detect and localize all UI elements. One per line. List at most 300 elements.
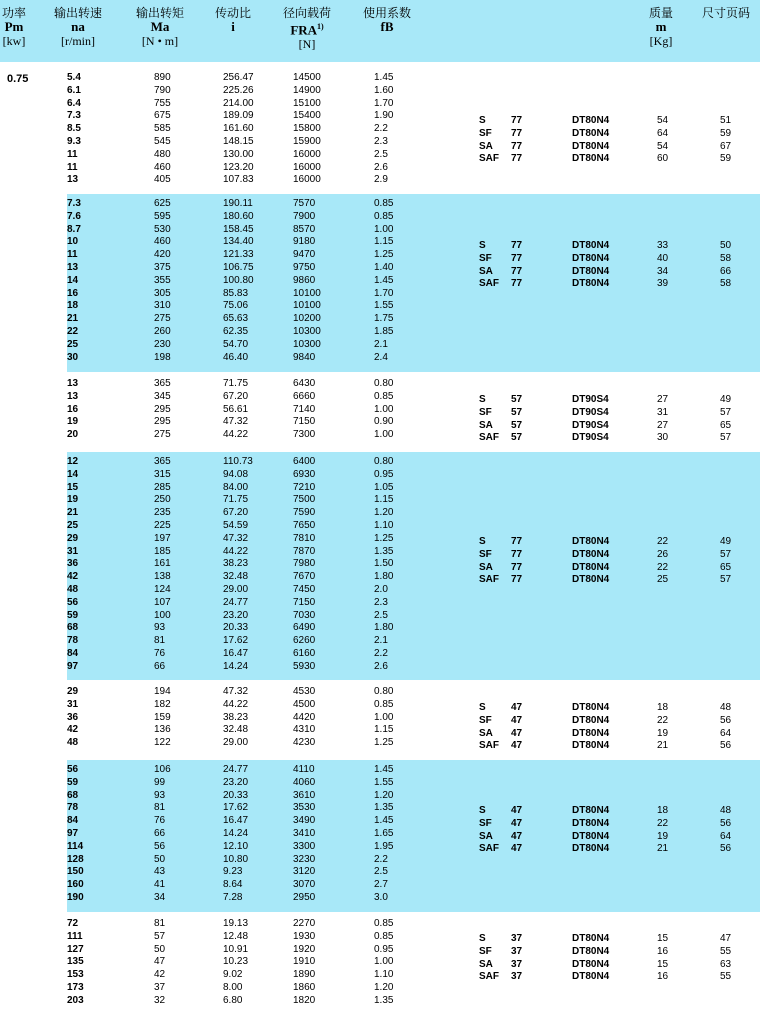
motor-cell: DT80N4 [572,714,610,726]
model-size-cell: 57 [511,419,523,431]
service-factor-cell: 2.2 [374,123,388,135]
radial-load-cell: 7150 [293,596,316,608]
model-type-cell: SA [479,140,493,152]
ratio-cell: 24.77 [223,764,249,775]
motor-cell: DT80N4 [572,265,610,277]
header-speed-label: 输出转速 [54,6,103,20]
service-factor-cell: 1.95 [374,840,394,852]
service-factor-cell: 1.35 [374,802,394,814]
header-power [2,6,26,48]
torque-cell: 43 [154,866,166,878]
ratio-cell: 23.20 [223,776,249,788]
dimension-page-cell: 56 [720,714,732,726]
dimension-page-cell: 56 [720,817,732,829]
service-factor-cell: 0.80 [374,456,394,467]
ratio-cell: 71.75 [223,378,249,389]
torque-cell: 295 [154,403,171,415]
speed-cell: 12 [67,456,79,467]
speed-cell: 13 [67,174,79,186]
dimension-page-cell: 66 [720,265,732,277]
torque-cell: 460 [154,161,171,173]
torque-cell: 185 [154,545,171,557]
torque-cell: 159 [154,711,171,723]
model-type-cell: SF [479,548,492,560]
table-header [0,0,760,62]
radial-load-cell: 7670 [293,571,316,583]
radial-load-cell: 1890 [293,969,316,981]
dimension-page-cell: 57 [720,406,732,418]
header-service-factor-label: 使用系数 [363,6,412,20]
model-size-cell: 47 [511,740,523,752]
model-size-cell: 77 [511,536,523,547]
dimension-page-cell: 56 [720,843,732,855]
torque-cell: 76 [154,815,166,827]
dimension-page-cell: 59 [720,127,732,139]
ratio-cell: 44.22 [223,698,249,710]
mass-cell: 22 [657,561,669,573]
motor-cell: DT80N4 [572,561,610,573]
speed-cell: 111 [67,930,83,942]
radial-load-cell: 7900 [293,210,316,222]
motor-cell: DT90S4 [572,432,609,444]
ratio-cell: 47.32 [223,416,249,428]
header-ratio-label: 传动比 [215,6,252,20]
mass-cell: 39 [657,278,669,290]
mass-cell: 15 [657,933,669,944]
radial-load-cell: 1820 [293,994,316,1006]
service-factor-cell: 1.60 [374,84,394,96]
radial-load-cell: 7030 [293,609,316,621]
model-size-cell: 37 [511,971,523,983]
ratio-group [0,374,760,450]
torque-cell: 42 [154,969,166,981]
speed-cell: 36 [67,711,79,723]
torque-cell: 365 [154,456,171,467]
radial-load-cell: 7450 [293,584,316,595]
torque-cell: 275 [154,313,171,325]
service-factor-cell: 0.85 [374,210,394,222]
torque-cell: 375 [154,262,171,273]
dimension-page-cell: 64 [720,727,732,739]
torque-cell: 81 [154,802,166,814]
speed-cell: 29 [67,686,79,697]
service-factor-cell: 1.20 [374,789,394,801]
service-factor-cell: 1.80 [374,622,394,634]
motor-cell: DT90S4 [572,419,609,431]
service-factor-cell: 2.1 [374,635,388,647]
service-factor-cell: 1.25 [374,737,394,749]
service-factor-cell: 1.35 [374,545,394,557]
radial-load-cell: 14900 [293,84,321,96]
torque-cell: 93 [154,789,166,801]
dimension-page-cell: 55 [720,945,732,957]
model-type-cell: SAF [479,278,499,290]
radial-load-cell: 6490 [293,622,316,634]
radial-load-cell: 7300 [293,429,316,441]
torque-cell: 365 [154,378,171,389]
radial-load-cell: 7590 [293,507,316,519]
torque-cell: 225 [154,520,171,531]
service-factor-cell: 0.95 [374,943,394,955]
torque-cell: 136 [154,724,171,736]
dimension-page-cell: 63 [720,958,732,970]
torque-cell: 100 [154,609,171,621]
radial-load-cell: 9470 [293,249,316,261]
speed-cell: 150 [67,866,84,878]
service-factor-cell: 1.80 [374,571,394,583]
mass-cell: 54 [657,115,669,126]
radial-load-cell: 1920 [293,943,316,955]
mass-cell: 19 [657,727,669,739]
motor-cell: DT90S4 [572,406,609,418]
model-type-cell: S [479,933,486,944]
model-type-cell: S [479,115,486,126]
model-size-cell: 77 [511,153,523,165]
radial-load-cell: 10300 [293,326,321,337]
radial-load-cell: 6930 [293,468,316,480]
speed-cell: 13 [67,262,79,273]
radial-load-cell: 6660 [293,390,316,402]
service-factor-cell: 2.4 [374,351,388,363]
radial-load-cell: 7210 [293,481,316,493]
service-factor-cell: 2.5 [374,609,388,621]
dimension-page-cell: 48 [720,702,732,713]
dimension-page-cell: 67 [720,140,732,152]
mass-cell: 19 [657,830,669,842]
service-factor-cell: 1.50 [374,558,394,570]
radial-load-cell: 1930 [293,930,316,942]
radial-load-cell: 9180 [293,236,316,248]
ratio-cell: 75.06 [223,300,249,312]
speed-cell: 48 [67,737,79,749]
ratio-cell: 67.20 [223,507,249,519]
ratio-cell: 123.20 [223,161,254,173]
ratio-cell: 106.75 [223,262,254,273]
ratio-cell: 29.00 [223,737,249,749]
torque-cell: 420 [154,249,171,261]
model-type-cell: SF [479,714,492,726]
speed-cell: 16 [67,403,79,415]
mass-cell: 25 [657,574,669,586]
radial-load-cell: 3300 [293,840,316,852]
speed-cell: 190 [67,892,84,903]
header-dimension-page [702,6,750,20]
speed-cell: 10 [67,236,79,248]
speed-cell: 21 [67,507,79,519]
radial-load-cell: 1910 [293,956,316,968]
radial-load-cell: 15900 [293,136,321,147]
speed-cell: 6.1 [67,84,81,96]
ratio-cell: 14.24 [223,828,249,839]
ratio-cell: 12.10 [223,840,249,852]
model-type-cell: S [479,702,486,713]
ratio-cell: 158.45 [223,223,254,235]
service-factor-cell: 1.70 [374,97,394,109]
motor-cell: DT80N4 [572,536,610,547]
ratio-group [67,194,760,372]
speed-cell: 7.6 [67,210,81,222]
header-radial-load-label: 径向载荷 [283,6,332,20]
speed-cell: 84 [67,648,79,659]
service-factor-cell: 2.3 [374,136,388,147]
speed-cell: 59 [67,609,79,621]
radial-load-cell: 3530 [293,802,316,814]
radial-load-cell: 7570 [293,198,316,209]
torque-cell: 250 [154,494,171,506]
ratio-cell: 9.23 [223,866,243,878]
speed-cell: 13 [67,390,79,402]
ratio-cell: 110.73 [223,456,253,467]
service-factor-cell: 1.20 [374,982,394,993]
model-type-cell: SAF [479,740,499,752]
radial-load-cell: 10100 [293,287,321,299]
service-factor-cell: 1.65 [374,828,394,839]
ratio-cell: 12.48 [223,930,249,942]
model-type-cell: SAF [479,153,499,165]
speed-cell: 14 [67,468,79,480]
ratio-cell: 20.33 [223,622,249,634]
torque-cell: 890 [154,72,171,83]
ratio-cell: 161.60 [223,123,254,135]
mass-cell: 16 [657,971,669,983]
speed-cell: 127 [67,943,84,955]
header-ratio [215,6,251,34]
service-factor-cell: 1.25 [374,249,394,261]
dimension-page-cell: 64 [720,830,732,842]
service-factor-cell: 2.6 [374,161,388,173]
motor-cell: DT80N4 [572,805,610,816]
dimension-page-cell: 51 [720,115,732,126]
torque-cell: 625 [154,198,171,209]
model-type-cell: SF [479,406,492,418]
radial-load-cell: 3070 [293,879,316,891]
model-type-cell: S [479,240,486,251]
radial-load-cell: 3230 [293,853,316,865]
torque-cell: 124 [154,584,171,595]
model-size-cell: 47 [511,727,523,739]
ratio-cell: 214.00 [223,97,254,109]
ratio-cell: 17.62 [223,802,249,814]
torque-cell: 182 [154,698,171,710]
model-type-cell: SF [479,945,492,957]
radial-load-cell: 4230 [293,737,316,749]
header-radial-load-unit: [N] [298,37,316,52]
model-type-cell: SF [479,252,492,264]
torque-cell: 66 [154,828,166,839]
ratio-cell: 56.61 [223,403,249,415]
torque-cell: 345 [154,390,171,402]
radial-load-cell: 10100 [293,300,321,312]
header-service-factor [363,6,411,34]
header-ratio-symbol: i [231,19,235,34]
mass-cell: 60 [657,153,669,165]
ratio-cell: 32.48 [223,724,249,736]
speed-cell: 78 [67,635,79,647]
radial-load-cell: 9750 [293,262,316,273]
speed-cell: 16 [67,287,79,299]
mass-cell: 26 [657,548,669,560]
ratio-cell: 29.00 [223,584,249,595]
ratio-cell: 38.23 [223,558,249,570]
torque-cell: 197 [154,532,171,544]
model-size-cell: 37 [511,958,523,970]
radial-load-cell: 4310 [293,724,316,736]
ratio-cell: 20.33 [223,789,249,801]
dimension-page-cell: 57 [720,574,732,586]
radial-load-cell: 7870 [293,545,316,557]
mass-cell: 33 [657,240,669,251]
torque-cell: 32 [154,994,166,1006]
service-factor-cell: 0.85 [374,390,394,402]
torque-cell: 595 [154,210,171,222]
radial-load-cell: 10200 [293,313,321,325]
radial-load-cell: 14500 [293,72,321,83]
speed-cell: 153 [67,969,84,981]
torque-cell: 755 [154,97,171,109]
speed-cell: 11 [67,161,78,173]
radial-load-cell: 16000 [293,148,321,160]
radial-load-cell: 3120 [293,866,316,878]
torque-cell: 790 [154,84,171,96]
speed-cell: 48 [67,584,79,595]
model-type-cell: S [479,394,486,405]
dimension-page-cell: 65 [720,561,732,573]
ratio-cell: 23.20 [223,609,249,621]
ratio-cell: 107.83 [223,174,254,186]
dimension-page-cell: 65 [720,419,732,431]
ratio-cell: 190.11 [223,198,253,209]
mass-cell: 21 [657,843,669,855]
ratio-cell: 19.13 [223,918,249,929]
torque-cell: 57 [154,930,166,942]
service-factor-cell: 0.85 [374,698,394,710]
radial-load-cell: 10300 [293,338,321,350]
service-factor-cell: 1.45 [374,815,394,827]
mass-cell: 15 [657,958,669,970]
mass-cell: 18 [657,702,669,713]
model-size-cell: 77 [511,127,523,139]
ratio-cell: 148.15 [223,136,254,147]
motor-cell: DT80N4 [572,702,610,713]
torque-cell: 295 [154,416,171,428]
speed-cell: 97 [67,660,79,672]
mass-cell: 16 [657,945,669,957]
speed-cell: 18 [67,300,79,312]
motor-cell: DT80N4 [572,945,610,957]
torque-cell: 50 [154,853,166,865]
header-mass-unit: [Kg] [649,34,673,48]
header-speed [54,6,102,48]
motor-cell: DT80N4 [572,115,610,126]
ratio-cell: 9.02 [223,969,243,981]
speed-cell: 84 [67,815,79,827]
motor-cell: DT80N4 [572,140,610,152]
model-type-cell: SAF [479,432,499,444]
torque-cell: 37 [154,982,166,993]
model-size-cell: 77 [511,561,523,573]
ratio-group [67,760,760,912]
service-factor-cell: 1.45 [374,764,394,775]
service-factor-cell: 2.9 [374,174,388,186]
ratio-cell: 16.47 [223,815,249,827]
ratio-cell: 32.48 [223,571,249,583]
torque-cell: 305 [154,287,171,299]
model-type-cell: SA [479,561,493,573]
service-factor-cell: 0.85 [374,918,394,929]
model-size-cell: 77 [511,240,523,251]
header-radial-load-symbol [283,20,331,37]
service-factor-cell: 1.75 [374,313,394,325]
dimension-page-cell: 58 [720,252,732,264]
ratio-cell: 256.47 [223,72,254,83]
model-size-cell: 47 [511,805,523,816]
radial-load-cell: 6160 [293,648,316,659]
service-factor-cell: 1.40 [374,262,394,273]
mass-cell: 22 [657,817,669,829]
radial-load-cell: 15100 [293,97,321,109]
speed-cell: 114 [67,840,84,852]
speed-cell: 22 [67,326,79,337]
speed-cell: 13 [67,378,79,389]
torque-cell: 545 [154,136,171,147]
speed-cell: 6.4 [67,97,81,109]
speed-cell: 36 [67,558,79,570]
motor-cell: DT90S4 [572,394,609,405]
speed-cell: 56 [67,764,79,775]
speed-cell: 11 [67,148,78,160]
mass-cell: 30 [657,432,669,444]
ratio-cell: 71.75 [223,494,249,506]
service-factor-cell: 1.55 [374,300,394,312]
service-factor-cell: 2.0 [374,584,388,595]
speed-cell: 78 [67,802,79,814]
radial-load-cell: 5930 [293,660,316,672]
radial-load-cell: 16000 [293,174,321,186]
radial-load-cell: 7650 [293,520,316,531]
motor-cell: DT80N4 [572,958,610,970]
ratio-cell: 84.00 [223,481,249,493]
motor-cell: DT80N4 [572,740,610,752]
mass-cell: 54 [657,140,669,152]
service-factor-cell: 1.00 [374,429,394,441]
header-dimension-page-label: 尺寸页码 [702,6,751,20]
speed-cell: 7.3 [67,198,81,209]
motor-cell: DT80N4 [572,933,610,944]
torque-cell: 480 [154,148,171,160]
dimension-page-cell: 50 [720,240,732,251]
service-factor-cell: 1.45 [374,72,394,83]
motor-cell: DT80N4 [572,971,610,983]
radial-load-cell: 15800 [293,123,321,135]
ratio-cell: 44.22 [223,545,249,557]
model-type-cell: SA [479,958,493,970]
motor-cell: DT80N4 [572,127,610,139]
torque-cell: 76 [154,648,166,659]
service-factor-cell: 0.80 [374,378,394,389]
header-radial-load-symbol-text: FRA [290,22,318,38]
model-size-cell: 57 [511,432,523,444]
torque-cell: 122 [154,737,171,749]
speed-cell: 21 [67,313,79,325]
service-factor-cell: 3.0 [374,892,388,903]
motor-cell: DT80N4 [572,830,610,842]
model-size-cell: 47 [511,830,523,842]
service-factor-cell: 1.70 [374,287,394,299]
model-type-cell: SA [479,265,493,277]
torque-cell: 81 [154,635,166,647]
speed-cell: 15 [67,481,79,493]
radial-load-cell: 7810 [293,532,316,544]
